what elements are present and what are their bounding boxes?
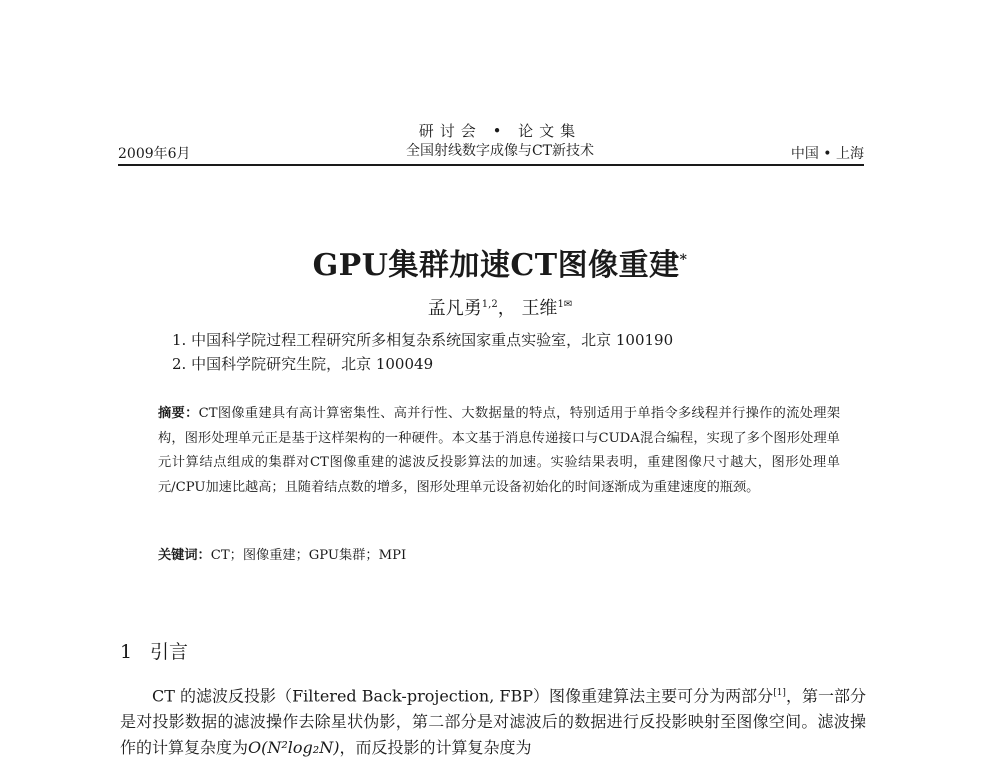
header-rule bbox=[118, 164, 864, 166]
paper-title-text: GPU集群加速CT图像重建 bbox=[312, 248, 680, 283]
author-name: 孟凡勇 bbox=[427, 298, 482, 319]
author-affiliation-mark: 1,2 bbox=[481, 299, 498, 310]
abstract-label: 摘要： bbox=[158, 406, 199, 421]
author-name: 王维 bbox=[521, 298, 558, 319]
conference-subtitle: 全国射线数字成像与CT新技术 bbox=[405, 143, 595, 159]
section-number: 1 bbox=[120, 641, 133, 663]
citation: [1] bbox=[773, 688, 786, 698]
keywords bbox=[158, 544, 406, 563]
paper-title bbox=[0, 240, 1000, 284]
author-affiliation-mark: 1✉ bbox=[557, 299, 573, 310]
paragraph-text-2: ，第一部分是对投影数据的滤波操作去除星状伪影，第二部分是对滤波后的数据进行反投影映射至图像空间。滤波操作的计算复杂度为 bbox=[120, 686, 866, 758]
author-line bbox=[0, 294, 1000, 320]
affiliation-1: 1. 中国科学院过程工程研究所多相复杂系统国家重点实验室，北京 100190 bbox=[172, 331, 674, 349]
affiliation-2: 2. 中国科学院研究生院，北京 100049 bbox=[172, 355, 434, 373]
keywords-text: CT；图像重建；GPU集群；MPI bbox=[210, 548, 407, 563]
section-heading bbox=[120, 637, 188, 664]
author-separator: ， bbox=[497, 298, 516, 319]
header-date: 2009年6月 bbox=[118, 146, 191, 162]
conference-title: 研讨会 • 论文集 bbox=[418, 122, 582, 140]
section-title: 引言 bbox=[150, 641, 189, 663]
paragraph-text-3: ，而反投影的计算复杂度为 bbox=[339, 738, 532, 758]
keywords-label: 关键词： bbox=[158, 548, 211, 563]
body-paragraph bbox=[120, 680, 866, 761]
title-footnote-mark: * bbox=[679, 252, 688, 268]
header-location: 中国 • 上海 bbox=[790, 146, 864, 162]
abstract-text: CT图像重建具有高计算密集性、高并行性、大数据量的特点，特别适用于单指令多线程并行操作的流处理架构，图形处理单元正是基于这样架构的一种硬件。本文基于消息传递接口与CUDA混合编程，实现了多个图形处理单元计算结点组成的集群对CT图像重建的滤波反投影算法的加速。实验结果表明，重建图像尺寸越大，图形处理单元/CPU加速比越高；且随着结点数的增多，图形处理单元设备初始化的时间逐渐成为重建速度的瓶颈。 bbox=[158, 406, 841, 495]
math-expression: O(N²log₂N) bbox=[248, 738, 340, 758]
abstract bbox=[158, 402, 840, 500]
paragraph-text-1: CT 的滤波反投影（Filtered Back-projection, FBP）图像重建算法主要可分为两部分 bbox=[152, 686, 774, 706]
